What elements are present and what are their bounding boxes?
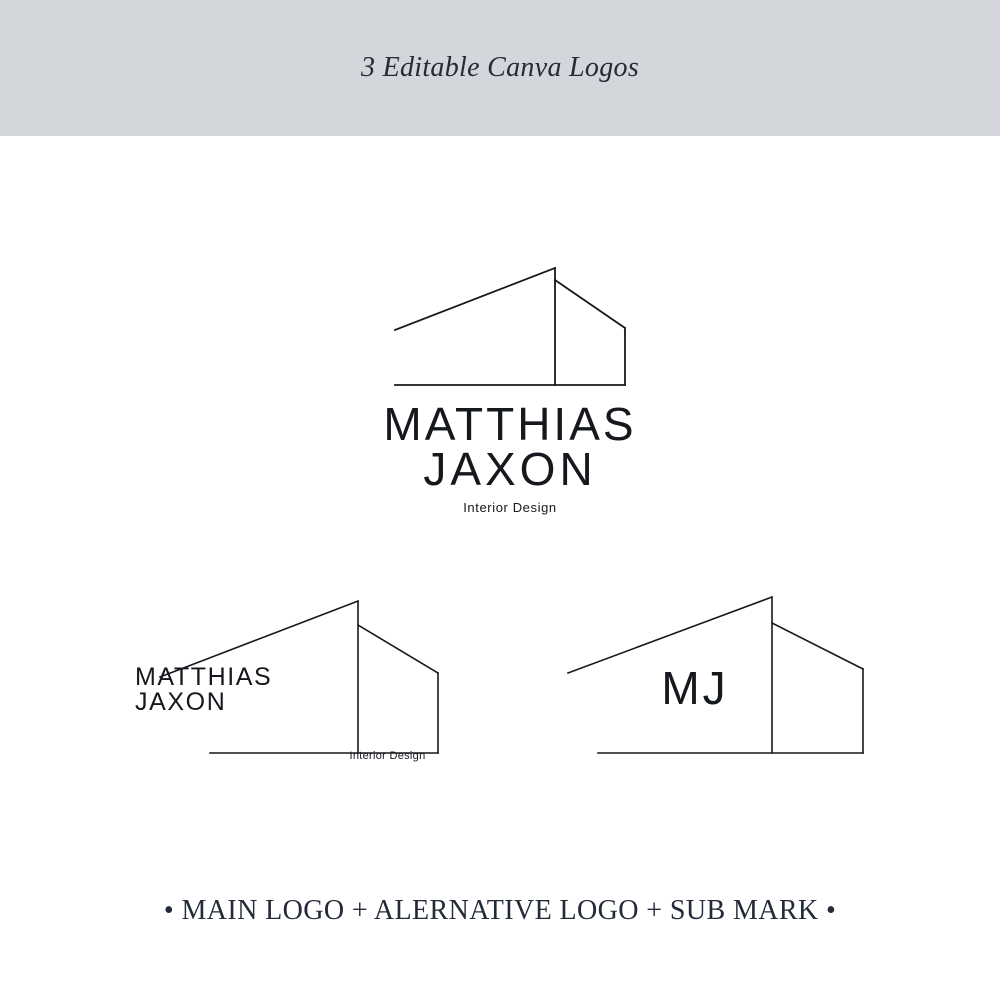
main-logo-name — [310, 398, 710, 496]
alternative-logo-name — [135, 665, 350, 715]
alternative-logo-tagline: Interior Design — [349, 750, 426, 762]
main-logo-tagline: Interior Design — [463, 500, 557, 515]
page-title: 3 Editable Canva Logos — [360, 52, 640, 83]
main-logo — [310, 250, 710, 540]
house-roof-outline-icon — [310, 250, 710, 400]
header-band — [0, 0, 1000, 136]
sub-mark-logo — [560, 585, 880, 765]
alternative-logo-name-line1: MATTHIAS — [135, 663, 273, 691]
sub-mark-initials: MJ — [661, 662, 729, 714]
main-logo-name-line1: MATTHIAS — [383, 398, 637, 450]
alternative-logo-name-line2: JAXON — [135, 688, 227, 716]
footer-caption: • MAIN LOGO + ALERNATIVE LOGO + SUB MARK • — [163, 895, 837, 926]
main-logo-name-line2: JAXON — [423, 443, 597, 496]
alternative-logo — [130, 585, 460, 785]
